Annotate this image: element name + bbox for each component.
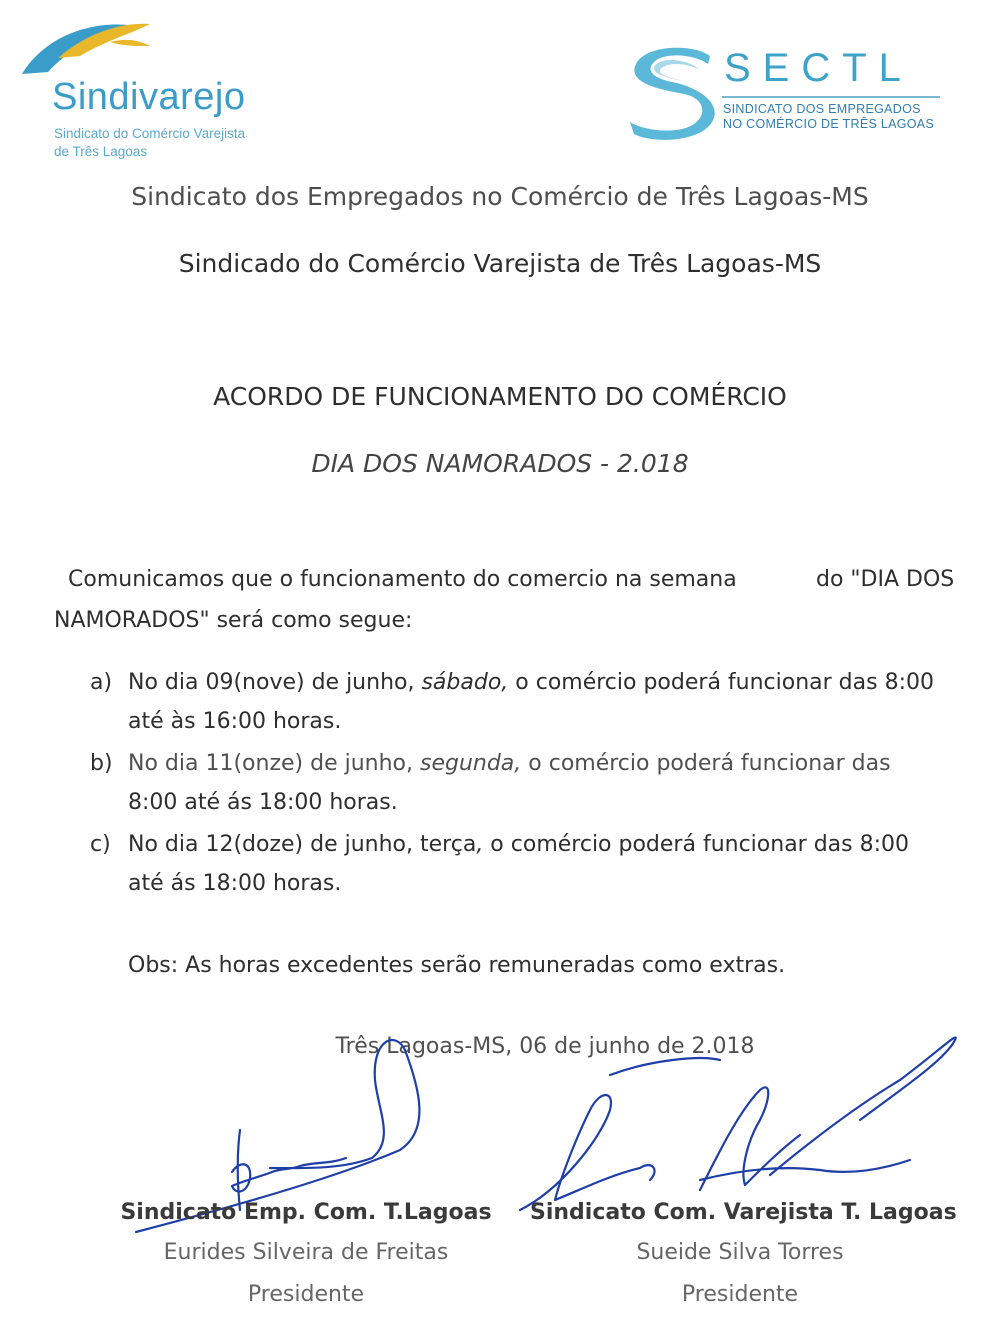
list-item-line-2: até ás 18:00 horas. — [128, 871, 342, 896]
place-and-date: Três Lagoas-MS, 06 de junho de 2.018 — [335, 1034, 755, 1059]
item-text: No dia 11(onze) de junho, — [128, 751, 420, 776]
item-text: o comércio poderá funcionar das 8:00 — [508, 670, 934, 695]
list-item-label: b) — [90, 751, 113, 776]
signature-block-left — [96, 1200, 516, 1307]
item-weekday: , — [476, 832, 484, 857]
sectl-subtitle-1: SINDICATO DOS EMPREGADOS — [723, 102, 921, 116]
item-text: o comércio poderá funcionar das — [521, 751, 891, 776]
list-item-line-2: 8:00 até ás 18:00 horas. — [128, 790, 398, 815]
signatory-role: Presidente — [247, 1282, 365, 1307]
item-text: o comércio poderá funcionar das 8:00 — [483, 832, 910, 857]
sindivarejo-subtitle-2: de Três Lagoas — [54, 144, 148, 159]
org-heading-retail: Sindicado do Comércio Varejista de Três Lagoas-MS — [178, 249, 822, 278]
sindivarejo-brand: Sindivarejo — [52, 76, 246, 118]
signatory-name: Sueide Silva Torres — [636, 1240, 844, 1265]
signatory-role: Presidente — [681, 1282, 799, 1307]
signature-block-right — [530, 1200, 957, 1307]
intro-line-1-end: do "DIA DOS — [816, 567, 955, 592]
list-item-label: a) — [90, 670, 113, 695]
list-item-line-2: até às 16:00 horas. — [128, 709, 342, 734]
document-title: ACORDO DE FUNCIONAMENTO DO COMÉRCIO — [213, 382, 787, 411]
signatory-org: Sindicato Com. Varejista T. Lagoas — [530, 1200, 957, 1225]
item-text: No dia 12(doze) de junho, terça — [128, 832, 477, 857]
observation-note: Obs: As horas excedentes serão remuneradas como extras. — [128, 953, 786, 978]
intro-line-2: NAMORADOS" será como segue: — [54, 608, 413, 633]
org-heading-employees: Sindicato dos Empregados no Comércio de Três Lagoas-MS — [131, 182, 869, 211]
item-weekday: sábado, — [421, 670, 509, 695]
signature-right — [520, 1037, 956, 1210]
document-subtitle: DIA DOS NAMORADOS - 2.018 — [311, 449, 689, 478]
sectl-subtitle-2: NO COMÉRCIO DE TRÊS LAGOAS — [723, 117, 935, 131]
item-text: No dia 09(nove) de junho, — [128, 670, 422, 695]
intro-line-1: Comunicamos que o funcionamento do comercio na semana — [68, 567, 737, 592]
signatory-org: Sindicato Emp. Com. T.Lagoas — [120, 1200, 492, 1225]
item-weekday: segunda, — [419, 751, 522, 776]
signatory-name: Eurides Silveira de Freitas — [163, 1240, 449, 1265]
list-item-label: c) — [90, 832, 111, 857]
sectl-brand: SECTL — [724, 46, 913, 90]
sindivarejo-subtitle-1: Sindicato do Comércio Varejista — [54, 126, 246, 141]
